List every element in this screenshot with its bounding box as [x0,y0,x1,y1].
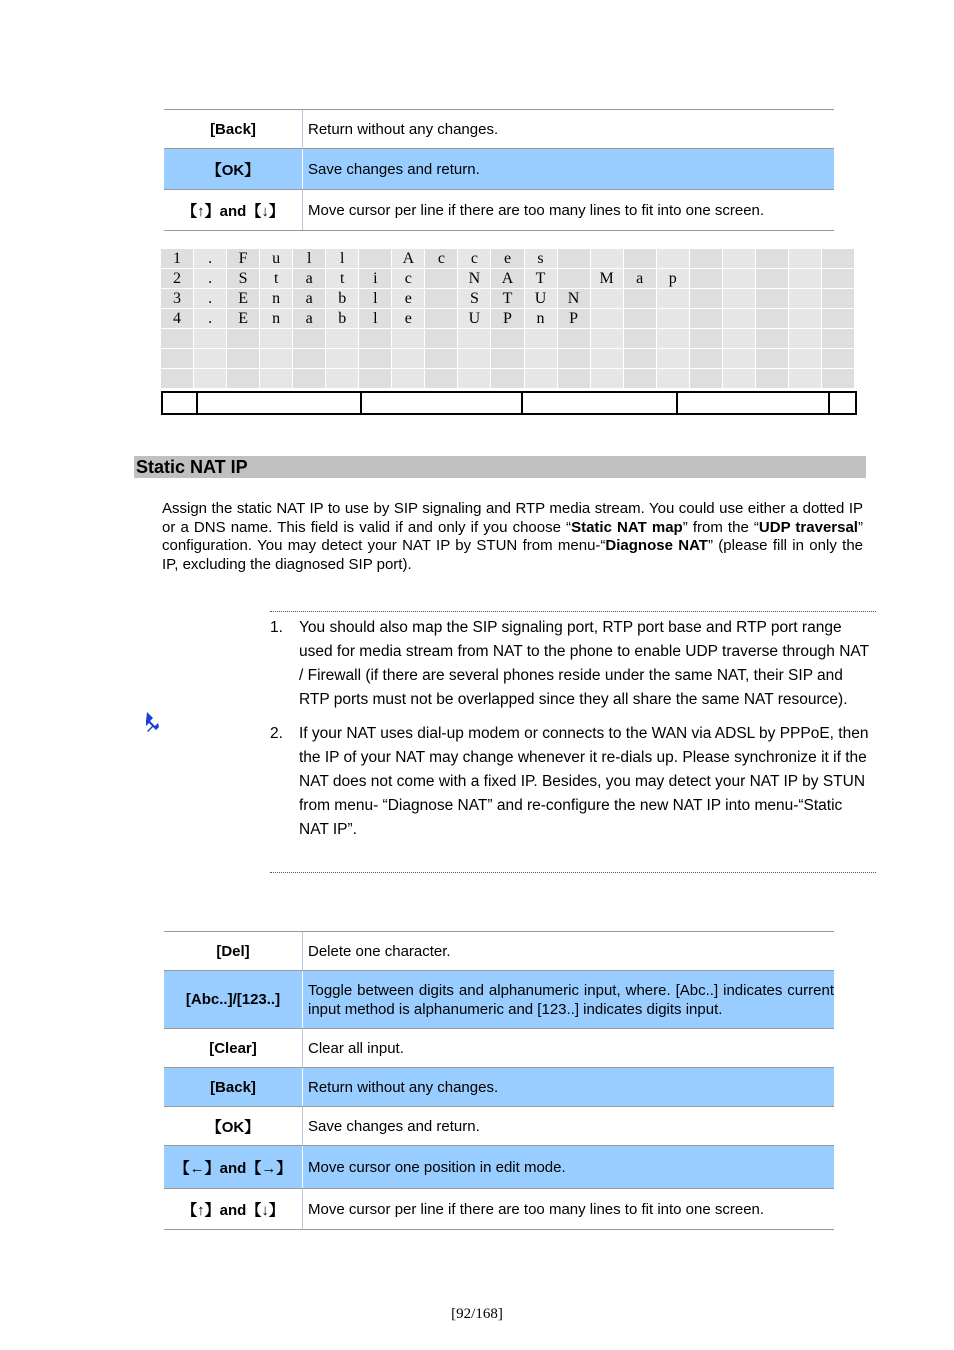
key-row [164,110,834,149]
key-label: [Back] [164,110,303,148]
lcd-cell [525,329,558,349]
lcd-cell: 2 [161,269,194,289]
lcd-cell: . [194,269,227,289]
key-description: Toggle between digits and alphanumeric input, where. [Abc..] indicates current input method is alphanumeric and [123..] indicates digits input. [308,981,834,1018]
lcd-cell [624,289,657,309]
lcd-cell: T [491,289,524,309]
lcd-cell: S [227,269,260,289]
lcd-cell [723,369,756,389]
lcd-row [161,269,855,289]
lcd-cell [723,289,756,309]
lcd-cell [558,349,591,369]
lcd-cell [161,349,194,369]
key-description: Save changes and return. [308,1117,480,1135]
key-label: [Clear] [164,1029,303,1067]
lcd-cell [690,329,723,349]
key-label: [Abc..]/[123..] [164,971,303,1028]
lcd-cell: n [260,289,293,309]
lcd-cell [657,309,690,329]
lcd-cell: N [458,269,491,289]
lcd-cell [690,309,723,329]
lcd-cell [756,269,789,289]
key-label: [Back] [164,1068,303,1106]
note-number: 1. [270,619,283,636]
lcd-cell: i [359,269,392,289]
lcd-cell [690,269,723,289]
lcd-cell: A [491,269,524,289]
lcd-cell [822,369,855,389]
lcd-cell [789,269,822,289]
softkey-slot [198,393,362,413]
key-row [164,1068,834,1107]
lcd-cell [558,329,591,349]
lcd-cell [789,349,822,369]
lcd-row [161,369,855,389]
lcd-cell [657,249,690,269]
lcd-cell [591,249,624,269]
lcd-cell [756,349,789,369]
lcd-cell [789,309,822,329]
text-run: ” configuration. You may detect your NAT IP by STUN from menu-“ [162,518,863,554]
lcd-cell [458,349,491,369]
lcd-cell [624,349,657,369]
key-row [164,149,834,190]
lcd-cell [260,369,293,389]
lcd-cell: b [326,309,359,329]
lcd-cell [624,309,657,329]
lcd-cell: . [194,289,227,309]
softkey-slot [830,393,855,413]
lcd-cell [558,249,591,269]
lcd-cell [491,349,524,369]
lcd-cell [392,329,425,349]
lcd-softkey-bar [161,391,857,415]
lcd-cell: s [525,249,558,269]
lcd-cell [425,309,458,329]
lcd-cell: e [392,309,425,329]
softkey-slot [678,393,830,413]
key-row [164,190,834,231]
lcd-cell: c [392,269,425,289]
lcd-cell [657,369,690,389]
note-text: If your NAT uses dial-up modem or connects to the WAN via ADSL by PPPoE, then the IP of your NAT may change whenever it re-dials up. Please synchronize it if the NAT does not come with a fixed IP. Besides, you may detect your NAT IP by STUN from menu- “Diagnose NAT” and re-configure the new NAT IP into menu-“Static NAT IP”. [299,725,869,838]
lcd-cell: A [392,249,425,269]
page-number: [92/168] [451,1306,503,1322]
note-number: 2. [270,725,283,742]
lcd-cell [690,369,723,389]
lcd-row [161,329,855,349]
lcd-cell: M [591,269,624,289]
key-row [164,932,834,971]
lcd-cell [690,349,723,369]
lcd-cell [293,369,326,389]
lcd-cell [260,329,293,349]
lcd-cell: l [359,309,392,329]
key-label: [Del] [164,932,303,970]
lcd-cell: b [326,289,359,309]
lcd-cell [392,349,425,369]
note-item [270,616,872,712]
lcd-cell [425,369,458,389]
lcd-cell: a [624,269,657,289]
key-label: 【←】and【→】 [164,1146,303,1188]
lcd-cell: u [260,249,293,269]
lcd-cell [194,369,227,389]
key-description: Move cursor per line if there are too many lines to fit into one screen. [308,201,765,219]
lcd-cell [491,369,524,389]
lcd-cell [624,249,657,269]
key-description: Move cursor one position in edit mode. [308,1158,566,1176]
lcd-cell [425,269,458,289]
lcd-cell [558,369,591,389]
lcd-cell [293,349,326,369]
lcd-cell [525,369,558,389]
lcd-cell: E [227,289,260,309]
text-run: ” from the “ [682,518,759,536]
softkey-slot [163,393,198,413]
lcd-cell: P [491,309,524,329]
lcd-cell [326,369,359,389]
note-item [270,722,872,842]
lcd-cell: l [293,249,326,269]
lcd-cell [756,289,789,309]
lcd-cell: l [326,249,359,269]
key-table-top [164,109,834,231]
lcd-cell [227,369,260,389]
lcd-cell [425,349,458,369]
lcd-cell: c [425,249,458,269]
lcd-cell [260,349,293,369]
key-row [164,1189,834,1230]
lcd-cell [624,369,657,389]
lcd-cell [359,329,392,349]
lcd-cell [756,369,789,389]
key-row [164,1146,834,1189]
lcd-cell: 1 [161,249,194,269]
lcd-cell [161,329,194,349]
key-label: 【OK】 [164,149,303,189]
lcd-cell: S [458,289,491,309]
key-description: Return without any changes. [308,120,499,138]
key-table-bottom [164,931,834,1230]
lcd-cell [789,369,822,389]
key-description: Delete one character. [308,942,451,960]
lcd-cell [822,249,855,269]
lcd-row [161,349,855,369]
lcd-cell: N [558,289,591,309]
key-label: 【↑】and【↓】 [164,1189,303,1229]
lcd-cell [756,249,789,269]
lcd-cell [723,309,756,329]
lcd-cell [789,329,822,349]
lcd-cell [690,289,723,309]
lcd-cell: e [392,289,425,309]
lcd-cell [194,329,227,349]
lcd-cell [789,249,822,269]
lcd-cell [591,329,624,349]
lcd-cell: a [293,269,326,289]
lcd-cell [326,349,359,369]
lcd-cell [194,349,227,369]
lcd-cell: U [458,309,491,329]
lcd-cell: . [194,309,227,329]
lcd-cell [822,329,855,349]
softkey-slot [362,393,523,413]
lcd-cell [392,369,425,389]
lcd-row [161,289,855,309]
lcd-cell [293,329,326,349]
lcd-cell: t [326,269,359,289]
lcd-cell [425,329,458,349]
lcd-cell [723,329,756,349]
lcd-cell [723,349,756,369]
note-divider-top [270,611,876,612]
lcd-cell: e [491,249,524,269]
lcd-cell: 4 [161,309,194,329]
lcd-cell [227,349,260,369]
lcd-screen [161,249,855,389]
note-text: You should also map the SIP signaling port, RTP port base and RTP port range used for media stream from NAT to the phone to enable UDP traverse through NAT / Firewall (if there are several phones reside under the same NAT, their SIP and RTP ports must not be overlapped since they all share the same NAT resource). [299,619,869,708]
bold-term: Static NAT map [571,518,683,536]
lcd-cell: c [458,249,491,269]
lcd-cell: a [293,309,326,329]
lcd-cell: F [227,249,260,269]
section-paragraph [162,500,863,574]
lcd-cell [227,329,260,349]
lcd-cell [458,329,491,349]
lcd-cell [591,289,624,309]
lcd-cell [525,349,558,369]
lcd-cell: t [260,269,293,289]
lcd-cell: E [227,309,260,329]
key-row [164,1029,834,1068]
key-description: Move cursor per line if there are too many lines to fit into one screen. [308,1200,765,1218]
lcd-row [161,249,855,269]
text-run: ” (please fill in only the IP, excluding the diagnosed SIP port). [162,537,863,573]
lcd-cell [359,369,392,389]
text-run: Assign the static NAT IP to use by SIP signaling and RTP media stream. You could use either a dotted IP or a DNS name. This field is valid if and only if you choose “ [162,500,863,536]
lcd-cell [591,349,624,369]
lcd-cell [657,329,690,349]
lcd-cell [723,269,756,289]
lcd-cell: P [558,309,591,329]
lcd-cell: n [525,309,558,329]
lcd-cell: n [260,309,293,329]
lcd-cell: p [657,269,690,289]
lcd-cell [359,249,392,269]
lcd-row [161,309,855,329]
key-description: Clear all input. [308,1039,404,1057]
note-divider-bottom [270,872,876,873]
lcd-cell [624,329,657,349]
lcd-cell [822,269,855,289]
lcd-cell: 3 [161,289,194,309]
lcd-cell: a [293,289,326,309]
lcd-cell [591,369,624,389]
bold-term: UDP traversal [758,518,858,536]
key-description: Return without any changes. [308,1078,499,1096]
pushpin-icon [144,710,162,734]
lcd-cell: . [194,249,227,269]
lcd-cell [591,309,624,329]
key-description: Save changes and return. [308,160,480,178]
lcd-cell [822,289,855,309]
lcd-cell [789,289,822,309]
lcd-cell: T [525,269,558,289]
lcd-cell [822,309,855,329]
lcd-cell [756,309,789,329]
lcd-cell [657,349,690,369]
bold-term: Diagnose NAT [605,537,708,554]
key-label: 【↑】and【↓】 [164,190,303,230]
lcd-cell [458,369,491,389]
lcd-cell [326,329,359,349]
lcd-cell [756,329,789,349]
lcd-cell [657,289,690,309]
key-row [164,971,834,1029]
softkey-slot [523,393,678,413]
key-row [164,1107,834,1146]
lcd-cell [690,249,723,269]
lcd-cell [491,329,524,349]
lcd-cell [425,289,458,309]
note-list [270,616,872,852]
lcd-cell [723,249,756,269]
lcd-cell [822,349,855,369]
lcd-cell [558,269,591,289]
lcd-cell [161,369,194,389]
lcd-cell: U [525,289,558,309]
lcd-cell [359,349,392,369]
key-label: 【OK】 [164,1107,303,1145]
section-heading: Static NAT IP [134,456,866,478]
lcd-cell: l [359,289,392,309]
